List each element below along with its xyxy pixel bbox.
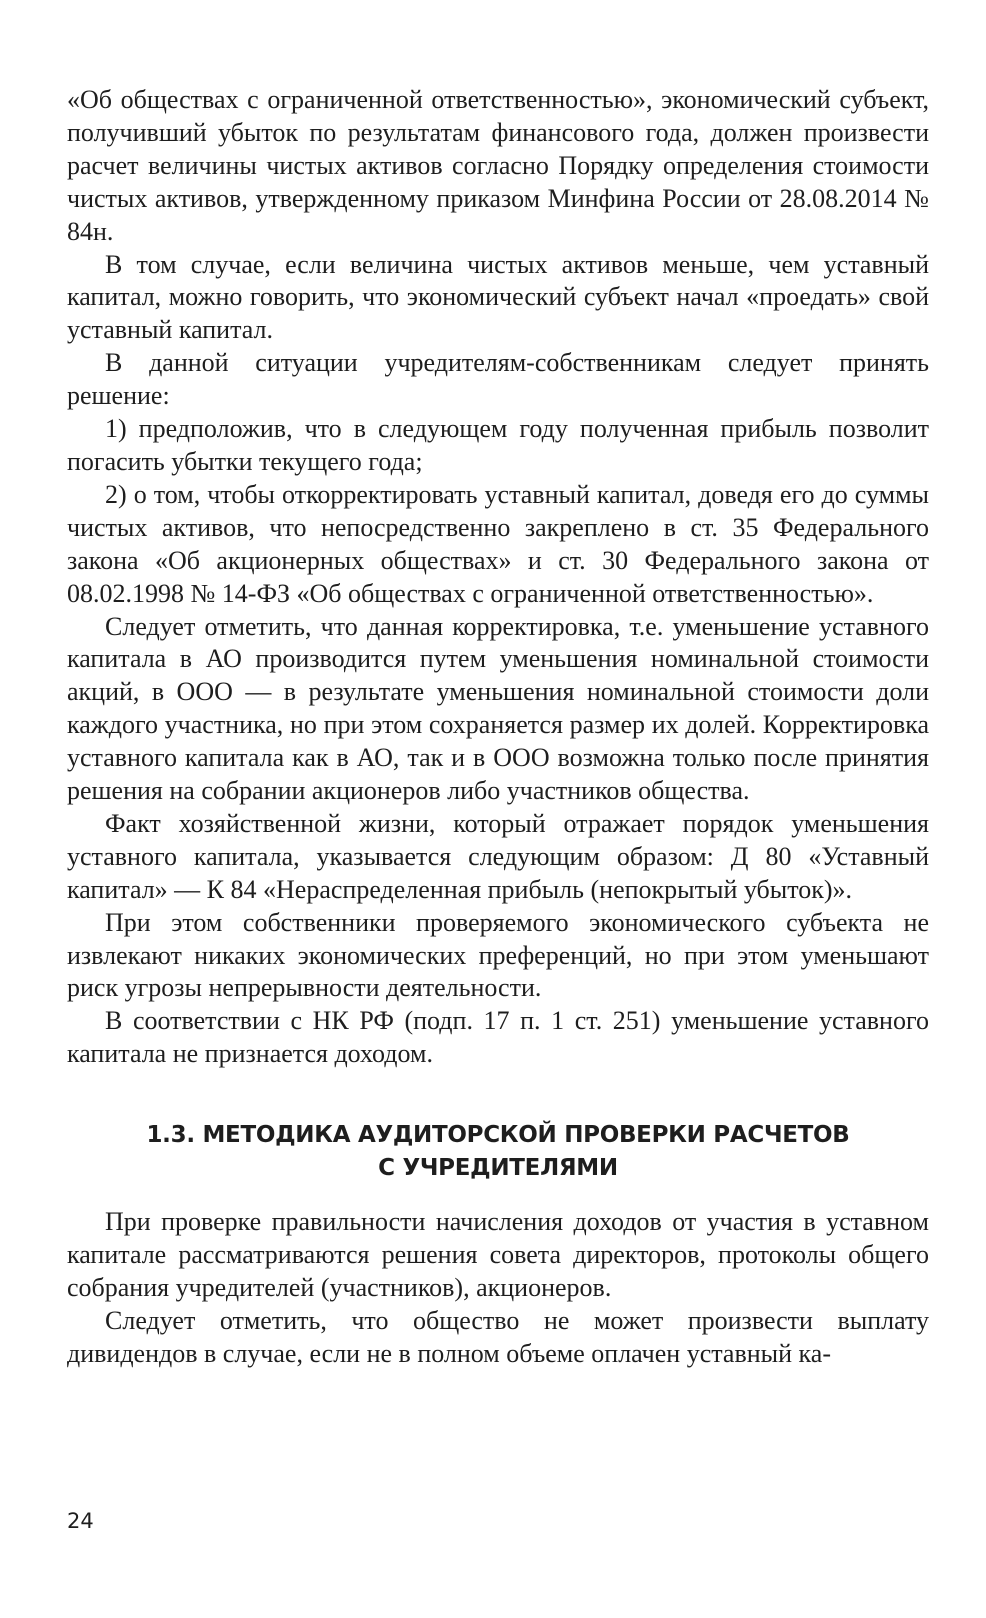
paragraph-tax-code: В соответствии с НК РФ (подп. 17 п. 1 ст. 251) уменьшение уставного капитала не признается доходом.: [67, 1006, 929, 1069]
section-heading: [67, 1119, 929, 1185]
paragraph-dividends: Следует отметить, что общество не может произвести выплату дивидендов в случае, если не в полном объеме оплачен уставный ка-: [67, 1305, 929, 1368]
paragraph-founders-decision: В данной ситуации учредителям-собственникам следует принять решение:: [67, 348, 929, 411]
section-heading-line-1: 1.3. МЕТОДИКА АУДИТОРСКОЙ ПРОВЕРКИ РАСЧЕТОВ: [146, 1122, 850, 1149]
paragraph-accounting-entry: Факт хозяйственной жизни, который отражает порядок уменьшения уставного капитала, указывается следующим образом: Д 80 «Уставный капитал» — К 84 «Нераспределенная прибыль (непокрытый убыток)».: [67, 808, 929, 904]
paragraph-net-assets-less: В том случае, если величина чистых активов меньше, чем уставный капитал, можно говорить, что экономический субъект начал «проедать» свой уставный капитал.: [67, 249, 929, 345]
paragraph-net-assets-intro: «Об обществах с ограниченной ответственностью», экономический субъект, получивший убыток по результатам финансового года, должен произвести расчет величины чистых активов согласно Порядку определения стоимости чистых активов, утвержденному приказом Минфина России от 28.08.2014 № 84н.: [67, 85, 929, 246]
paragraph-adjustment: Следует отметить, что данная корректировка, т.е. уменьшение уставного капитала в АО производится путем уменьшения номинальной стоимости акций, в ООО — в результате уменьшения номинальной стоимости доли каждого участника, но при этом сохраняется размер их долей. Корректировка уставного капитала как в АО, так и в ООО возможна только после принятия решения на собрании акционеров либо участников общества.: [67, 611, 929, 806]
page-body: [67, 84, 929, 1371]
page-number: 24: [67, 1509, 94, 1533]
paragraph-owners-risk: При этом собственники проверяемого экономического субъекта не извлекают никаких экономических преференций, но при этом уменьшают риск угрозы непрерывности деятельности.: [67, 907, 929, 1003]
list-item-option-1: 1) предположив, что в следующем году полученная прибыль позволит погасить убытки текущего года;: [67, 414, 929, 476]
section-heading-line-2: С УЧРЕДИТЕЛЯМИ: [378, 1155, 618, 1182]
list-item-option-2: 2) о том, чтобы откорректировать уставный капитал, доведя его до суммы чистых активов, что непосредственно закреплено в ст. 35 Федерального закона «Об акционерных обществах» и ст. 30 Федерального закона от 08.02.1998 № 14-ФЗ «Об обществах с ограниченной ответственностью».: [67, 479, 929, 608]
paragraph-audit-check: При проверке правильности начисления доходов от участия в уставном капитале рассматриваются решения совета директоров, протоколы общего собрания учредителей (участников), акционеров.: [67, 1207, 929, 1302]
